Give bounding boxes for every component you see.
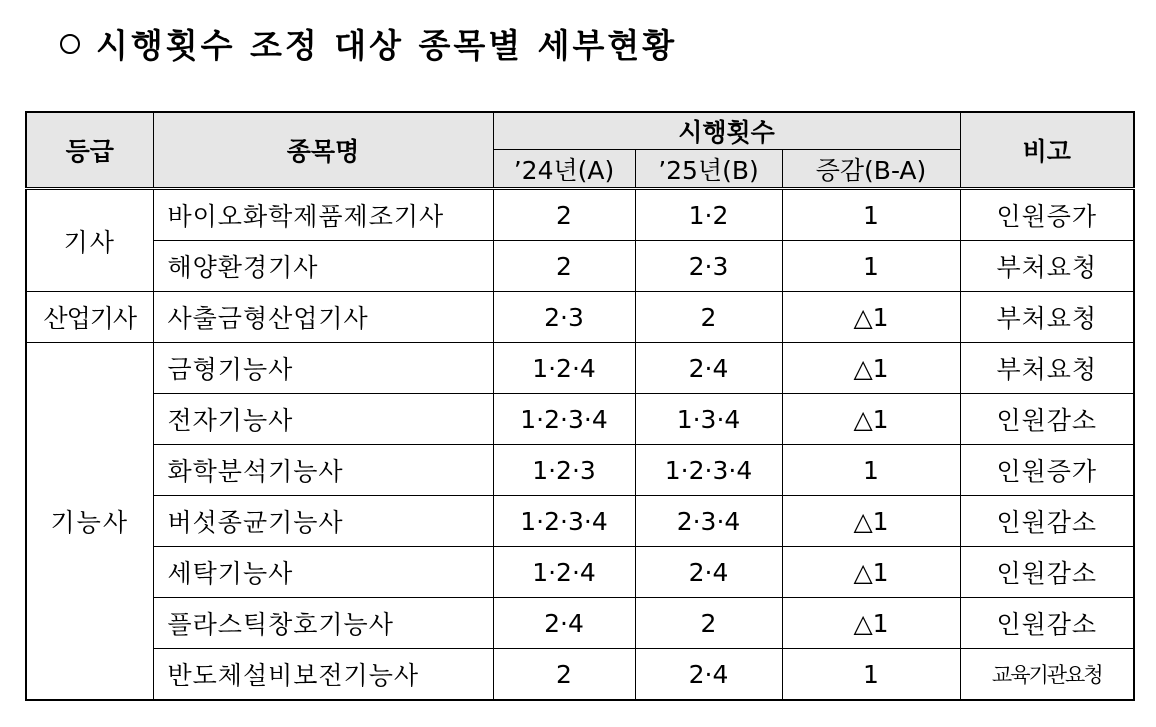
count-2025-cell: 2·4: [635, 649, 782, 701]
item-name-cell: 사출금형산업기사: [153, 292, 493, 343]
item-name-cell: 화학분석기능사: [153, 445, 493, 496]
adjustment-table: [25, 111, 1135, 701]
grade-cell: 산업기사: [26, 292, 153, 343]
page-title: 시행횟수 조정 대상 종목별 세부현황: [96, 26, 678, 65]
table-row: [26, 598, 1134, 649]
count-2025-cell: 2: [635, 598, 782, 649]
count-2024-cell: 1·2·3·4: [493, 496, 635, 547]
table-row: [26, 496, 1134, 547]
change-cell: △1: [782, 496, 960, 547]
count-2025-cell: 2·3·4: [635, 496, 782, 547]
change-cell: △1: [782, 394, 960, 445]
count-2024-cell: 1·2·4: [493, 343, 635, 394]
note-cell: 인원감소: [960, 496, 1134, 547]
count-2025-cell: 2: [635, 292, 782, 343]
table-row: [26, 445, 1134, 496]
table-row: [26, 241, 1134, 292]
table-row: [26, 343, 1134, 394]
note-cell: 인원감소: [960, 598, 1134, 649]
note-cell: 인원증가: [960, 189, 1134, 241]
change-cell: △1: [782, 547, 960, 598]
count-2025-cell: 2·4: [635, 547, 782, 598]
change-cell: △1: [782, 292, 960, 343]
change-cell: △1: [782, 343, 960, 394]
item-name-cell: 버섯종균기능사: [153, 496, 493, 547]
note-cell: 교육기관요청: [960, 649, 1134, 701]
note-cell: 부처요청: [960, 292, 1134, 343]
item-name-cell: 금형기능사: [153, 343, 493, 394]
note-cell: 인원감소: [960, 547, 1134, 598]
header-change: 증감(B-A): [782, 150, 960, 189]
table-row: [26, 394, 1134, 445]
count-2024-cell: 2·4: [493, 598, 635, 649]
header-2024: ’24년(A): [493, 150, 635, 189]
count-2025-cell: 2·4: [635, 343, 782, 394]
count-2024-cell: 1·2·3·4: [493, 394, 635, 445]
note-cell: 인원감소: [960, 394, 1134, 445]
item-name-cell: 해양환경기사: [153, 241, 493, 292]
count-2024-cell: 1·2·3: [493, 445, 635, 496]
count-2024-cell: 1·2·4: [493, 547, 635, 598]
count-2025-cell: 1·2: [635, 189, 782, 241]
count-2024-cell: 2·3: [493, 292, 635, 343]
note-cell: 인원증가: [960, 445, 1134, 496]
count-2024-cell: 2: [493, 189, 635, 241]
change-cell: 1: [782, 649, 960, 701]
change-cell: 1: [782, 445, 960, 496]
header-2025: ’25년(B): [635, 150, 782, 189]
count-2024-cell: 2: [493, 241, 635, 292]
item-name-cell: 세탁기능사: [153, 547, 493, 598]
count-2024-cell: 2: [493, 649, 635, 701]
grade-cell: 기능사: [26, 343, 153, 701]
count-2025-cell: 2·3: [635, 241, 782, 292]
header-grade: 등급: [26, 112, 153, 189]
header-item-name: 종목명: [153, 112, 493, 189]
count-2025-cell: 1·2·3·4: [635, 445, 782, 496]
change-cell: △1: [782, 598, 960, 649]
page-title-block: [60, 20, 677, 67]
change-cell: 1: [782, 241, 960, 292]
table-row: [26, 189, 1134, 241]
change-cell: 1: [782, 189, 960, 241]
count-2025-cell: 1·3·4: [635, 394, 782, 445]
table-row: [26, 649, 1134, 701]
table-row: [26, 547, 1134, 598]
item-name-cell: 플라스틱창호기능사: [153, 598, 493, 649]
circle-bullet-icon: [60, 34, 80, 54]
table-header: [26, 112, 1134, 189]
note-cell: 부처요청: [960, 241, 1134, 292]
item-name-cell: 반도체설비보전기능사: [153, 649, 493, 701]
grade-cell: 기사: [26, 189, 153, 292]
item-name-cell: 바이오화학제품제조기사: [153, 189, 493, 241]
table-body: [26, 189, 1134, 701]
header-note: 비고: [960, 112, 1134, 189]
item-name-cell: 전자기능사: [153, 394, 493, 445]
table-row: [26, 292, 1134, 343]
note-cell: 부처요청: [960, 343, 1134, 394]
header-exam-count: 시행횟수: [493, 112, 960, 150]
